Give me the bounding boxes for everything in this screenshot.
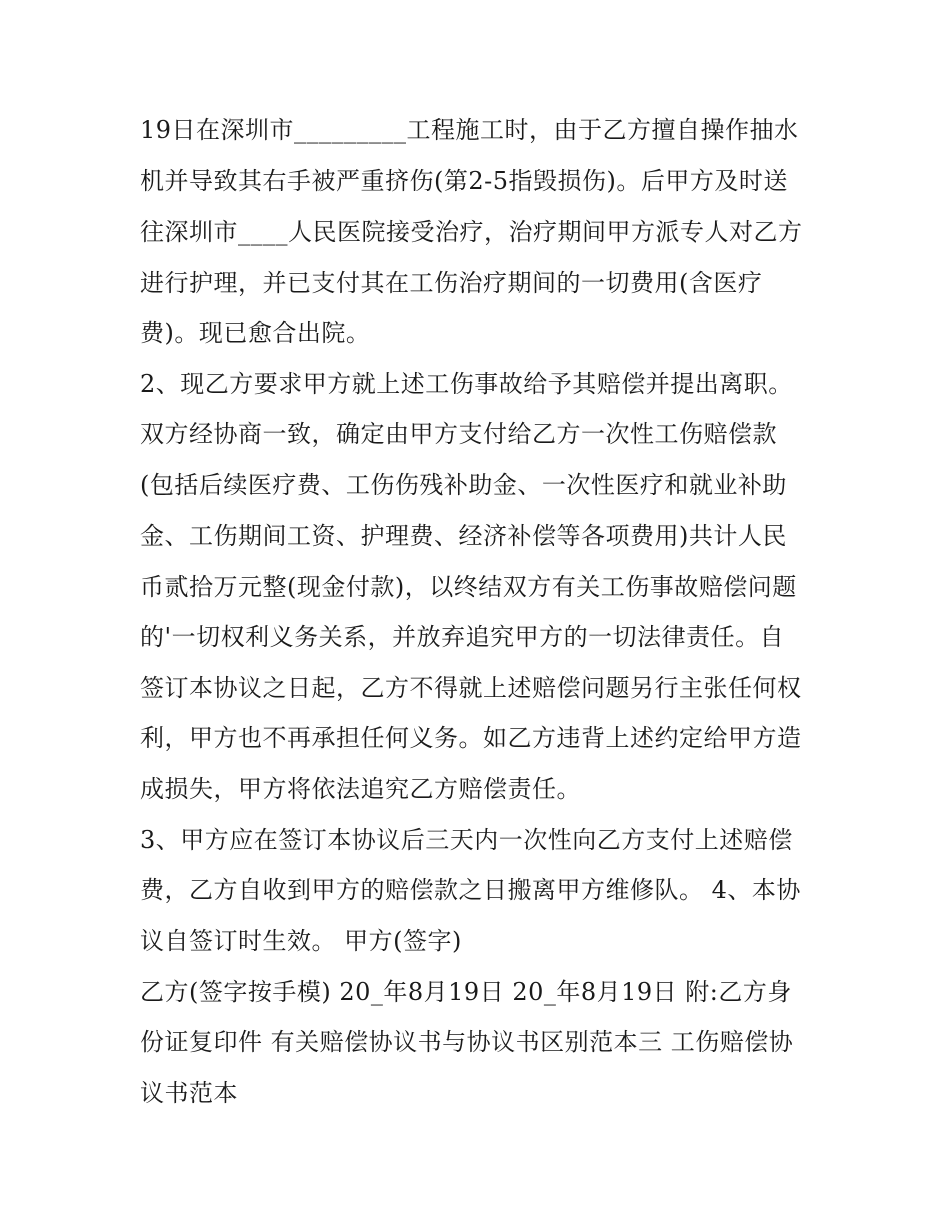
text-line: 金、工伤期间工资、护理费、经济补偿等各项费用)共计人民 bbox=[140, 522, 787, 550]
text-line: 成损失，甲方将依法追究乙方赔偿责任。 bbox=[140, 775, 581, 803]
text-line: 进行护理，并已支付其在工伤治疗期间的一切费用(含医疗 bbox=[140, 269, 763, 297]
text-line: 的'一切权利义务关系，并放弃追究甲方的一切法律责任。自 bbox=[140, 623, 785, 651]
text-line: 往深圳市____人民医院接受治疗，治疗期间甲方派专人对乙方 bbox=[140, 218, 803, 246]
text-line: 议自签订时生效。 甲方(签字) bbox=[140, 927, 462, 955]
text-line: 费，乙方自收到甲方的赔偿款之日搬离甲方维修队。 4、本协 bbox=[140, 876, 801, 904]
text-line: 签订本协议之日起，乙方不得就上述赔偿问题另行主张任何权 bbox=[140, 674, 802, 702]
text-line: 乙方(签字按手模) 20_年8月19日 20_年8月19日 附:乙方身 bbox=[140, 978, 792, 1006]
text-line: (包括后续医疗费、工伤伤残补助金、一次性医疗和就业补助 bbox=[140, 471, 787, 499]
text-line: 2、现乙方要求甲方就上述工伤事故给予其赔偿并提出离职。 bbox=[140, 370, 793, 398]
text-line: 机并导致其右手被严重挤伤(第2-5指毁损伤)。后甲方及时送 bbox=[140, 167, 788, 195]
text-line: 币贰拾万元整(现金付款)，以终结双方有关工伤事故赔偿问题 bbox=[140, 573, 797, 601]
text-line: 19日在深圳市_________工程施工时，由于乙方擅自操作抽水 bbox=[140, 116, 799, 144]
text-line: 份证复印件 有关赔偿协议书与协议书区别范本三 工伤赔偿协 bbox=[140, 1028, 794, 1056]
text-line: 议书范本 bbox=[140, 1079, 238, 1107]
text-line: 费)。现已愈合出院。 bbox=[140, 319, 371, 347]
text-line: 利，甲方也不再承担任何义务。如乙方违背上述约定给甲方造 bbox=[140, 724, 802, 752]
text-line: 双方经协商一致，确定由甲方支付给乙方一次性工伤赔偿款 bbox=[140, 420, 777, 448]
text-line: 3、甲方应在签订本协议后三天内一次性向乙方支付上述赔偿 bbox=[140, 826, 793, 854]
